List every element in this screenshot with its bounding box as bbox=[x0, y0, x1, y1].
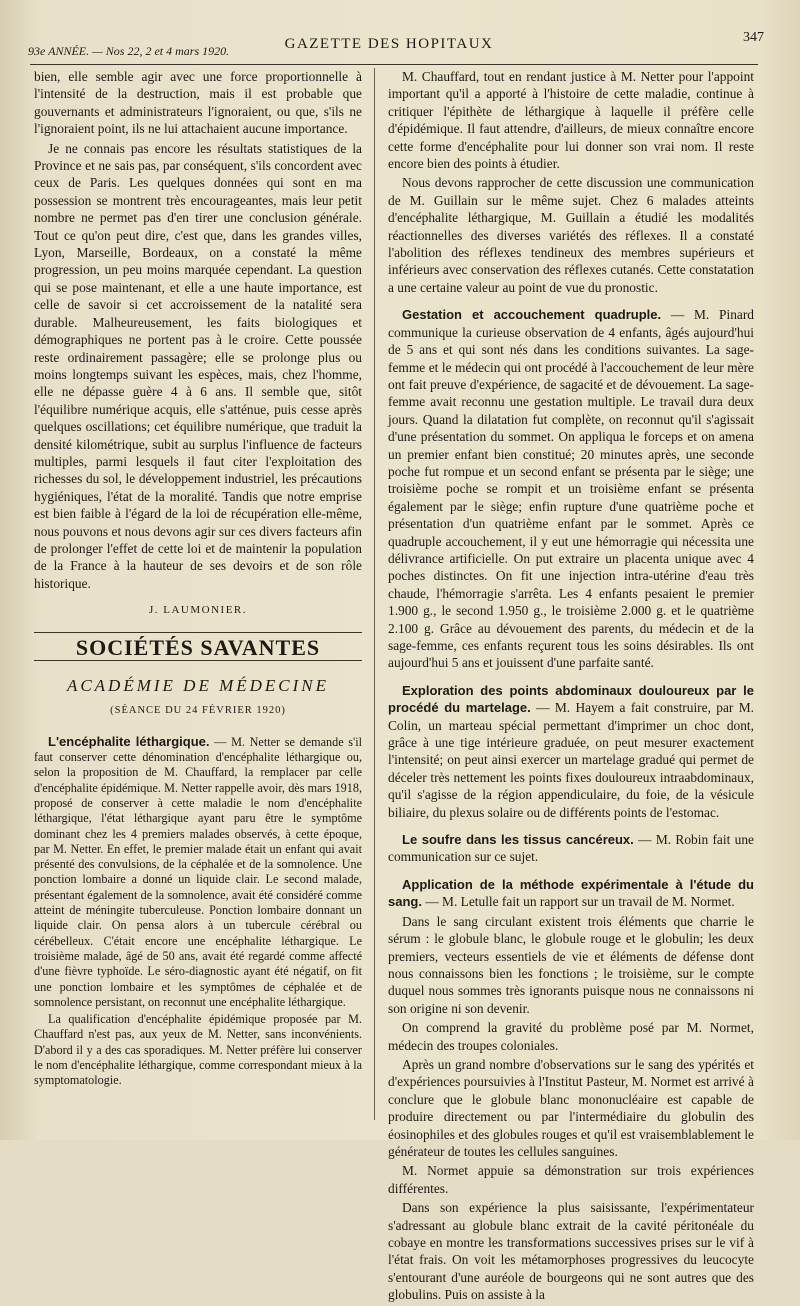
section-title: SOCIÉTÉS SAVANTES bbox=[75, 634, 321, 660]
left-column bbox=[34, 68, 362, 1091]
header-rule bbox=[30, 64, 758, 65]
paragraph: La qualification d'encéphalite épidémique proposée par M. Chauffard n'est pas, aux yeux de M. Netter, sans inconvénients. D'abord il y a des cas sporadiques. M. Netter préfère lui conserver le nom d'encéphalite léthargique, comme correspondant mieux à la symptomatologie. bbox=[34, 1012, 362, 1088]
page-header bbox=[28, 30, 764, 58]
issue-line: 93e ANNÉE. — Nos 22, 2 et 4 mars 1920. bbox=[28, 44, 230, 58]
paragraph: Nous devons rapprocher de cette discussion une communication de M. Guillain sur le même sujet. Chez 6 malades atteints d'encéphalite léthargique, M. Guillain a étudié les modalités réactionnelles des diverses variétés des réflexes. Il a constaté l'abolition des réflexes tendineux des membres supérieurs et inférieurs avec conservation des réflexes cutanés. Cette constatation a une certaine valeur au point de vue du pronostic. bbox=[388, 175, 754, 295]
paragraph: M. Chauffard, tout en rendant justice à M. Netter pour l'appoint important qu'il a apporté à l'histoire de cette maladie, continue à critiquer l'épithète de léthargique à laquelle il préfère celle d'épidémique. Il faut attendre, d'ailleurs, de mieux connaître encore cette forme d'encéphalite pour lui donner son vrai nom. Il reste encore bien des points à étudier. bbox=[388, 69, 754, 172]
page-number: 347 bbox=[743, 30, 764, 45]
application-paragraph bbox=[388, 876, 754, 911]
author-signature: J. LAUMONIER. bbox=[148, 604, 248, 617]
soufre-heading: Le soufre dans les tissus cancéreux. bbox=[402, 832, 634, 848]
exploration-heading: Exploration des points abdominaux douloureux par le procédé du martelage. bbox=[388, 682, 754, 716]
gestation-heading: Gestation et accouchement quadruple. bbox=[402, 307, 662, 323]
application-heading: Application de la méthode expérimentale à l'étude du sang. bbox=[388, 876, 754, 910]
paragraph: Je ne connais pas encore les résultats statistiques de la Province et ne sais pas, par conséquent, s'ils concordent avec ceux de Paris. Les quelques données qui sont en ma possession se montrent très encourageantes, mais leur petit nombre ne permet pas d'en tirer une conclusion générale. Tout ce qu'on peut dire, c'est que, dans les grandes villes, Lyon, Marseille, Bordeaux, on a constaté la même progression, un peu moins marquée cependant. La question qui se pose maintenant, et elle a une haute importance, est celle de savoir si cet accroissement de la natalité sera durable. Malheureusement, les faits biologiques et démographiques ne portent pas à le croire. Cette poussée reste ordinairement passagère; elle se prolonge plus ou moins longtemps suivant les espèces, mais, chez l'homme, elle ne dépasse guère 4 à 6 ans. Il semble que, sitôt l'équilibre numérique acquis, elle s'atténue, puis cesse après quelques oscillations; cet équilibre numérique, que traduit la densité kilométrique, subit au surplus l'influence de facteurs multiples, parmi lesquels il faut citer l'exploitation des richesses du sol, le développement industriel, les précautions hygiéniques, l'état de la moralité. Tandis que notre emprise est bien faible à l'égard de la loi de récupération elle-même, nous pouvons et nous devons agir sur ces divers facteurs afin de prolonger l'effet de cette loi et de maintenir la population de la France à la hauteur de ses devoirs et de son rôle historique. bbox=[34, 140, 362, 591]
encephalite-paragraph bbox=[34, 734, 362, 1010]
paragraph: Dans le sang circulant existent trois éléments que charrie le sérum : le globule blanc, le globule rouge et le globulin; les deux premiers, vecteurs essentiels de vie et éléments de défense dont nous connaissons bien les fonctions ; le troisième, sur le compte duquel nous sommes très ignorants puisque nous ne connaissons ni son origine ni son devenir. bbox=[388, 913, 754, 1016]
paragraph: M. Normet appuie sa démonstration sur trois expériences différentes. bbox=[388, 1163, 754, 1196]
section-title-box bbox=[34, 632, 362, 661]
soufre-text: — M. Robin fait une communication sur ce sujet. bbox=[388, 832, 754, 865]
encephalite-heading: L'encéphalite léthargique. bbox=[48, 733, 210, 749]
application-text: — M. Letulle fait un rapport sur un travail de M. Normet. bbox=[421, 894, 735, 910]
gestation-paragraph bbox=[388, 306, 754, 672]
journal-title: GAZETTE DES HOPITAUX bbox=[284, 36, 494, 52]
exploration-paragraph bbox=[388, 682, 754, 821]
paragraph: Après un grand nombre d'observations sur le sang des ypérités et d'expériences poursuivies à l'Institut Pasteur, M. Normet est arrivé à conclure que le globule blanc mononucléaire est capable de produire directement ou par l'intermédiaire du globulin des éosinophiles et des globules rouges et qu'il est vraisemblablement le générateur de toutes les cellules sanguines. bbox=[388, 1056, 754, 1159]
paragraph: On comprend la gravité du problème posé par M. Normet, médecin des troupes coloniales. bbox=[388, 1020, 754, 1053]
exploration-text: — M. Hayem a fait construire, par M. Colin, un marteau spécial permettant d'imprimer un choc dont, grâce à une tige intérieure graduée, on peut mesurer exactement l'intensité; on peut ainsi exercer un martelage gradué qui permet de déceler très nettement les points fixes douloureux intraabdominaux, qu'il s'agisse de la région appendiculaire, du foie, de la vésicule biliaire, du plexus solaire ou de différents points de l'estomac. bbox=[388, 700, 754, 820]
gestation-text: — M. Pinard communique la curieuse observation de 4 enfants, âgés aujourd'hui de 5 ans et qui sont nés dans les conditions suivantes. La sage-femme et le médecin qui ont procédé à l'accouchement de leur mère ont fait preuve d'expérience, de sagacité et de dévouement. La sage-femme avait reconnu une gestation multiple. Le travail dura deux jours. Quand la dilatation fut complète, on reconnut qu'il s'agissait d'une présentation du sommet. On appliqua le forceps et on amena un premier enfant bien constitué; 20 minutes après, une seconde poche fut rompue et un second enfant se présenta par le siège; une troisième poche se rompit et un troisième enfant se présenta également par le siège; enfin rupture d'une quatrième poche et présentation d'un quatrième enfant par le sommet. Après ce quadruple accouchement, il y eut une hémorragie qui nécessita une délivrance artificielle. On put extraire un placenta unique avec 4 poches distinctes. On fit une injection intra-utérine d'eau très chaude, l'hémorragie s'arrêta. Les 4 enfants pesaient le premier 1.900 g., le second 1.950 g., le troisième 2.000 g. et le quatrième 2.100 g. Grâce au dévouement des parents, du médecin et de la sage-femme, ces enfants reçurent tous les soins désirables. Ils ont aujourd'hui 5 ans et jouissent d'une parfaite santé. bbox=[388, 307, 755, 671]
seance-date: (SÉANCE DU 24 FÉVRIER 1920) bbox=[110, 705, 286, 717]
column-divider bbox=[374, 68, 375, 1120]
paragraph: bien, elle semble agir avec une force proportionnelle à l'intensité de la destruction, mais il est probable que gouvernants et administrateurs l'ignoraient, ou que, s'ils ne l'ignoraient point, ils ne lui attachaient aucune importance. bbox=[34, 69, 362, 137]
right-column bbox=[388, 68, 754, 1306]
academy-title: ACADÉMIE DE MÉDECINE bbox=[66, 676, 330, 695]
soufre-paragraph bbox=[388, 831, 754, 866]
encephalite-text: — M. Netter se demande s'il faut conserver cette dénomination d'encéphalite léthargique ou, selon la proposition de M. Chauffard, la remplacer par celle d'encéphalite épidémique. M. Netter rappelle avoir, dès mars 1918, proposé de conserver à cette maladie le nom d'encéphalite léthargique, l'état léthargique ayant paru être le symptôme dominant chez les 4 premiers malades observés, à cette époque, par M. Netter. En effet, le premier malade était un enfant qui avait présenté des convulsions, de la céphalée et de la somnolence. Une ponction lombaire a donné un liquide clair. Le second malade, présentant également de la somnolence, avait été considéré comme atteint de méningite tuberculeuse. Ponction lombaire donnant un liquide clair. On pensa alors à un tubercule cérébral ou cérébelleux. C'était encore une encéphalite léthargique. Le troisième malade, âgé de 50 ans, avait été regardé comme affecté d'une fièvre typhoïde. Le séro-diagnostic ayant été négatif, on fit une ponction lombaire et les symptômes de céphalée et de somnolence persistant, on reconnut une encéphalite léthargique. bbox=[34, 734, 362, 1009]
paragraph: Dans son expérience la plus saisissante, l'expérimentateur s'adressant au globule blanc extrait de la cavité péritonéale du cobaye en montre les transformations successives prises sur le vif à l'état frais. On voit les métamorphoses progressives du leucocyte s'entourant d'une auréole de bourgeons qui ne sont autres que des globulins. Puis on assiste à la bbox=[388, 1200, 754, 1303]
